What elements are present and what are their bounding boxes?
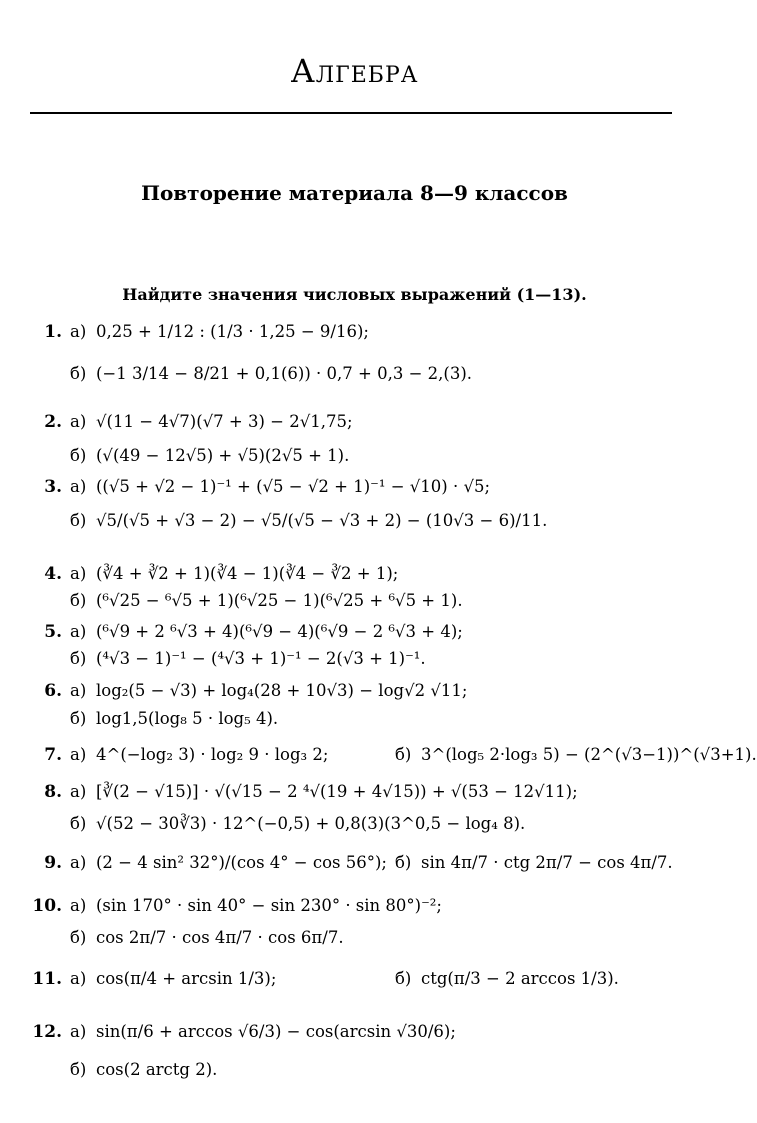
problem-part-b: б) (√(49 − 12√5) + √5)(2√5 + 1). — [70, 446, 350, 465]
expression: log₂(5 − √3) + log₄(28 + 10√3) − log√2 √11; — [96, 681, 468, 700]
expression: √(52 − 30∛3) · 12^(−0,5) + 0,8(3)(3^0,5 − log₄ 8). — [96, 814, 526, 833]
problem-part-b: б) (−1 3/14 − 8/21 + 0,1(6)) · 0,7 + 0,3 − 2,(3). — [70, 364, 472, 383]
expression: (⁶√25 − ⁶√5 + 1)(⁶√25 − 1)(⁶√25 + ⁶√5 + 1). — [96, 591, 463, 610]
expression: (∛4 + ∛2 + 1)(∛4 − 1)(∛4 − ∛2 + 1); — [96, 564, 399, 583]
section-title: Повторение материала 8—9 классов — [141, 181, 568, 205]
problem-part-b: б) cos(2 arctg 2). — [70, 1060, 218, 1079]
problem-part-b: б) sin 4π/7 · ctg 2π/7 − cos 4π/7. — [395, 853, 673, 872]
problem-part-a: а) log₂(5 − √3) + log₄(28 + 10√3) − log√2 √11; — [70, 681, 468, 700]
problem-part-a: а) √(11 − 4√7)(√7 + 3) − 2√1,75; — [70, 412, 353, 431]
problem-part-a: а) (sin 170° · sin 40° − sin 230° · sin 80°)⁻²; — [70, 896, 442, 915]
problem-number: 1. — [44, 322, 62, 342]
expression: sin 4π/7 · ctg 2π/7 − cos 4π/7. — [421, 853, 673, 872]
expression: 0,25 + 1/12 : (1/3 · 1,25 − 9/16); — [96, 322, 369, 341]
problem-number: 3. — [44, 477, 62, 497]
problem-part-a: а) 4^(−log₂ 3) · log₂ 9 · log₃ 2; — [70, 745, 329, 764]
expression: 3^(log₅ 2·log₃ 5) − (2^(√3−1))^(√3+1). — [421, 745, 757, 764]
expression: cos(π/4 + arcsin 1/3); — [96, 969, 277, 988]
expression: 4^(−log₂ 3) · log₂ 9 · log₃ 2; — [96, 745, 329, 764]
problem-part-b: б) (⁴√3 − 1)⁻¹ − (⁴√3 + 1)⁻¹ − 2(√3 + 1)⁻¹. — [70, 649, 426, 668]
instruction: Найдите значения числовых выражений (1—13). — [122, 285, 587, 304]
expression: log1,5(log₈ 5 · log₅ 4). — [96, 709, 279, 728]
problem-number: 5. — [44, 622, 62, 642]
expression: (√(49 − 12√5) + √5)(2√5 + 1). — [96, 446, 350, 465]
problem-part-a: а) (2 − 4 sin² 32°)/(cos 4° − cos 56°); — [70, 853, 387, 872]
problem-part-a: а) (∛4 + ∛2 + 1)(∛4 − 1)(∛4 − ∛2 + 1); — [70, 564, 399, 583]
problem-part-b: б) (⁶√25 − ⁶√5 + 1)(⁶√25 − 1)(⁶√25 + ⁶√5 + 1). — [70, 591, 463, 610]
expression: cos 2π/7 · cos 4π/7 · cos 6π/7. — [96, 928, 344, 947]
header-rule — [30, 112, 672, 114]
problem-part-b: б) log1,5(log₈ 5 · log₅ 4). — [70, 709, 279, 728]
problem-part-b: б) √(52 − 30∛3) · 12^(−0,5) + 0,8(3)(3^0,5 − log₄ 8). — [70, 814, 526, 833]
expression: √(11 − 4√7)(√7 + 3) − 2√1,75; — [96, 412, 353, 431]
problem-number: 11. — [32, 969, 62, 989]
problem-part-a: а) ((√5 + √2 − 1)⁻¹ + (√5 − √2 + 1)⁻¹ − √10) · √5; — [70, 477, 491, 496]
expression: (⁴√3 − 1)⁻¹ − (⁴√3 + 1)⁻¹ − 2(√3 + 1)⁻¹. — [96, 649, 426, 668]
problem-part-a: а) [∛(2 − √15)] · √(√15 − 2 ⁴√(19 + 4√15)) + √(53 − 12√11); — [70, 782, 578, 801]
problem-part-a: а) cos(π/4 + arcsin 1/3); — [70, 969, 277, 988]
problem-number: 10. — [32, 896, 62, 916]
expression: √5/(√5 + √3 − 2) − √5/(√5 − √3 + 2) − (10√3 − 6)/11. — [96, 511, 548, 530]
problem-part-a: а) sin(π/6 + arccos √6/3) − cos(arcsin √30/6); — [70, 1022, 456, 1041]
problem-number: 12. — [32, 1022, 62, 1042]
problem-part-a: а) 0,25 + 1/12 : (1/3 · 1,25 − 9/16); — [70, 322, 369, 341]
problem-number: 8. — [44, 782, 62, 802]
expression: (2 − 4 sin² 32°)/(cos 4° − cos 56°); — [96, 853, 387, 872]
expression: (sin 170° · sin 40° − sin 230° · sin 80°)⁻²; — [96, 896, 442, 915]
problem-part-b: б) cos 2π/7 · cos 4π/7 · cos 6π/7. — [70, 928, 344, 947]
expression: (−1 3/14 − 8/21 + 0,1(6)) · 0,7 + 0,3 − 2,(3). — [96, 364, 472, 383]
problem-part-b: б) ctg(π/3 − 2 arccos 1/3). — [395, 969, 619, 988]
problem-number: 7. — [44, 745, 62, 765]
problem-number: 4. — [44, 564, 62, 584]
problem-number: 9. — [44, 853, 62, 873]
running-head: Алгебра — [290, 52, 419, 90]
problem-part-a: а) (⁶√9 + 2 ⁶√3 + 4)(⁶√9 − 4)(⁶√9 − 2 ⁶√3 + 4); — [70, 622, 463, 641]
expression: cos(2 arctg 2). — [96, 1060, 218, 1079]
expression: ctg(π/3 − 2 arccos 1/3). — [421, 969, 619, 988]
expression: sin(π/6 + arccos √6/3) − cos(arcsin √30/6); — [96, 1022, 456, 1041]
expression: [∛(2 − √15)] · √(√15 − 2 ⁴√(19 + 4√15)) + √(53 − 12√11); — [96, 782, 578, 801]
problem-part-b: б) 3^(log₅ 2·log₃ 5) − (2^(√3−1))^(√3+1). — [395, 745, 757, 764]
expression: (⁶√9 + 2 ⁶√3 + 4)(⁶√9 − 4)(⁶√9 − 2 ⁶√3 + 4); — [96, 622, 463, 641]
problem-part-b: б) √5/(√5 + √3 − 2) − √5/(√5 − √3 + 2) − (10√3 − 6)/11. — [70, 511, 548, 530]
expression: ((√5 + √2 − 1)⁻¹ + (√5 − √2 + 1)⁻¹ − √10) · √5; — [96, 477, 491, 496]
problem-number: 2. — [44, 412, 62, 432]
problem-number: 6. — [44, 681, 62, 701]
